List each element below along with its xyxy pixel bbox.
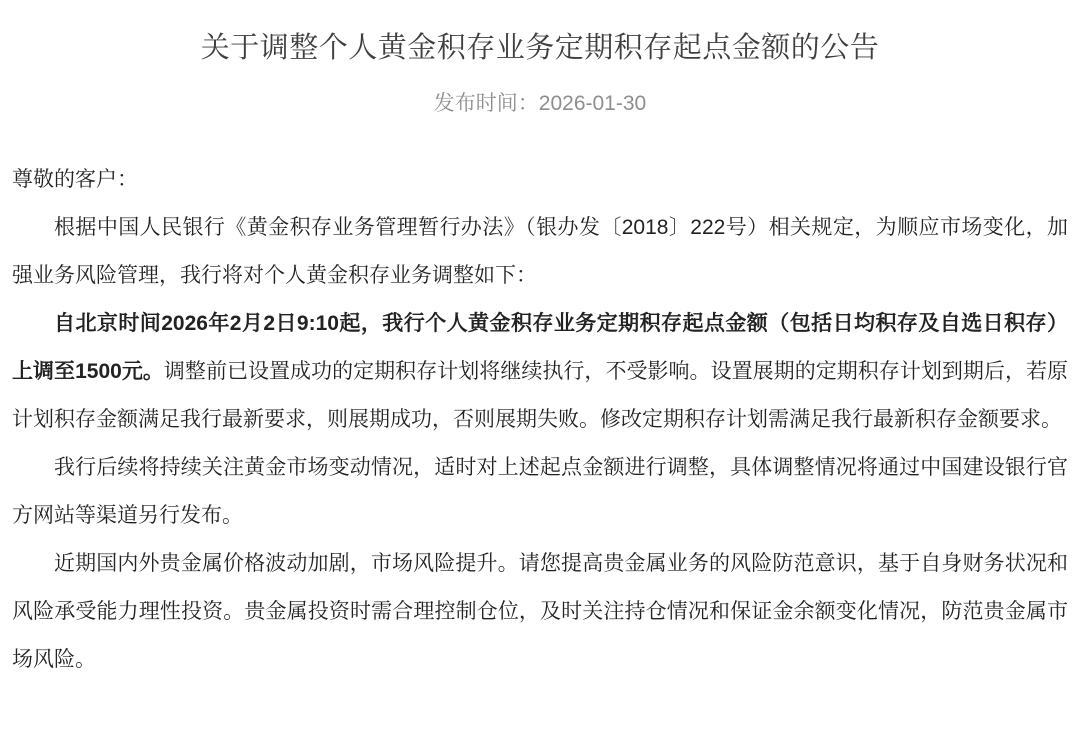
publish-date-label: 发布时间：	[433, 92, 539, 115]
text-segment: 根据中国人民银行《黄金积存业务管理暂行办法》（银办发〔2018〕222号）相关规定，为顺应市场变化，加强业务风险管理，我行将对个人黄金积存业务调整如下：	[12, 216, 1068, 287]
paragraph	[12, 204, 1068, 300]
publish-date-line	[12, 92, 1068, 116]
text-segment: 近期国内外贵金属价格波动加剧，市场风险提升。请您提高贵金属业务的风险防范意识，基于自身财务状况和风险承受能力理性投资。贵金属投资时需合理控制仓位，及时关注持仓情况和保证金余额变化情况，防范贵金属市场风险。	[12, 552, 1068, 671]
text-segment-bold: 自北京时间2026年2月2日9:10起，我行个人黄金积存业务定期积存起点金额（包括日均积存及自选日积存）上调至1500元。	[12, 312, 1068, 383]
text-segment: 调整前已设置成功的定期积存计划将继续执行，不受影响。设置展期的定期积存计划到期后，若原计划积存金额满足我行最新要求，则展期成功，否则展期失败。修改定期积存计划需满足我行最新积存金额要求。	[12, 360, 1069, 431]
text-segment: 我行后续将持续关注黄金市场变动情况，适时对上述起点金额进行调整，具体调整情况将通过中国建设银行官方网站等渠道另行发布。	[12, 456, 1068, 527]
publish-date-value: 2026-01-30	[538, 92, 647, 115]
page-title: 关于调整个人黄金积存业务定期积存起点金额的公告	[200, 32, 880, 64]
paragraph	[12, 540, 1068, 684]
paragraph	[12, 300, 1068, 444]
paragraph	[12, 156, 1068, 204]
text-segment: 尊敬的客户：	[12, 168, 138, 191]
paragraph	[12, 444, 1068, 540]
announcement-body	[12, 156, 1068, 684]
